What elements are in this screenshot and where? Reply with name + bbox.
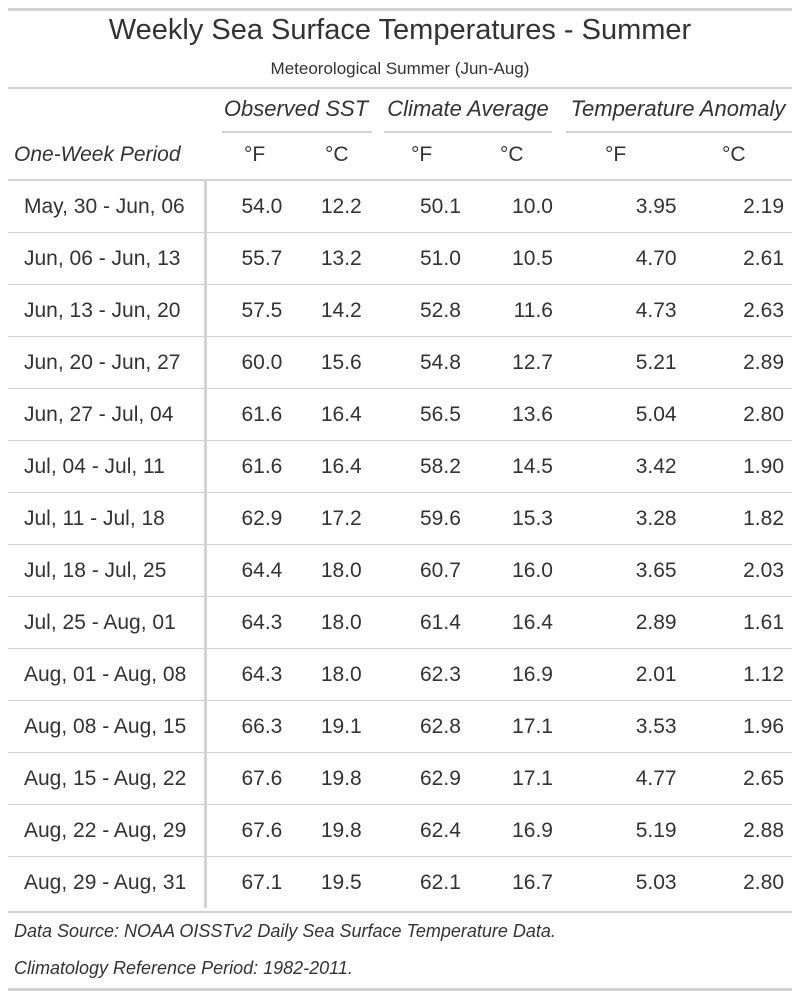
cell-clim-f: 62.4 [374, 805, 471, 857]
cell-anom-f: 3.42 [566, 441, 688, 493]
table-title: Weekly Sea Surface Temperatures - Summer [108, 14, 692, 46]
table-row [8, 857, 792, 909]
cell-clim-c: 16.4 [471, 597, 566, 649]
spanner-climate-underline [384, 131, 552, 133]
column-header-obs-c: °C [325, 143, 349, 166]
cell-clim-c: 12.7 [471, 337, 566, 389]
cell-anom-c: 2.65 [688, 753, 792, 805]
cell-obs-c: 18.0 [286, 545, 373, 597]
cell-anom-c: 2.63 [688, 285, 792, 337]
table-row [8, 805, 792, 857]
table-row [8, 441, 792, 493]
footnote-data-source: Data Source: NOAA OISSTv2 Daily Sea Surface Temperature Data. [14, 921, 556, 941]
cell-anom-f: 3.53 [566, 701, 688, 753]
cell-clim-c: 10.0 [471, 181, 566, 233]
title-divider [8, 87, 792, 89]
cell-obs-c: 16.4 [286, 389, 373, 441]
cell-obs-f: 61.6 [205, 441, 286, 493]
cell-obs-f: 60.0 [205, 337, 286, 389]
cell-clim-c: 16.7 [512, 870, 553, 894]
table-row [8, 389, 792, 441]
cell-period: Aug, 08 - Aug, 15 [8, 701, 205, 753]
cell-clim-c: 16.0 [471, 545, 566, 597]
table-row [8, 181, 792, 233]
cell-clim-c: 17.1 [471, 753, 566, 805]
cell-anom-c: 1.82 [688, 493, 792, 545]
cell-obs-f: 66.3 [205, 701, 286, 753]
cell-obs-c: 12.2 [286, 181, 373, 233]
cell-clim-c: 14.5 [471, 441, 566, 493]
cell-anom-f: 5.04 [566, 389, 688, 441]
table-row [8, 597, 792, 649]
cell-obs-c: 13.2 [286, 233, 373, 285]
cell-period: Jul, 18 - Jul, 25 [8, 545, 205, 597]
cell-obs-f: 67.6 [205, 753, 286, 805]
cell-anom-f: 3.95 [566, 181, 688, 233]
cell-anom-c: 2.03 [688, 545, 792, 597]
cell-anom-f: 4.73 [566, 285, 688, 337]
table-row [8, 493, 792, 545]
cell-anom-c: 2.80 [688, 389, 792, 441]
cell-anom-c: 2.80 [743, 870, 784, 894]
cell-period: Jul, 25 - Aug, 01 [8, 597, 205, 649]
cell-period: Aug, 01 - Aug, 08 [8, 649, 205, 701]
column-header-anom-c: °C [722, 143, 746, 166]
cell-clim-f: 56.5 [374, 389, 471, 441]
cell-obs-f: 64.3 [205, 649, 286, 701]
column-header-clim-f: °F [411, 143, 433, 166]
column-header-period: One-Week Period [14, 143, 181, 166]
cell-obs-c: 19.8 [286, 805, 373, 857]
cell-obs-f: 54.0 [205, 181, 286, 233]
cell-obs-f: 67.6 [205, 805, 286, 857]
spanner-temperature-anomaly: Temperature Anomaly [570, 96, 786, 121]
cell-obs-c: 14.2 [286, 285, 373, 337]
body-bottom-border [8, 911, 792, 913]
cell-period: Jun, 20 - Jun, 27 [8, 337, 205, 389]
cell-obs-c: 15.6 [286, 337, 373, 389]
cell-period: Aug, 15 - Aug, 22 [8, 753, 205, 805]
cell-obs-f: 64.4 [205, 545, 286, 597]
cell-clim-f: 61.4 [374, 597, 471, 649]
cell-clim-c: 13.6 [471, 389, 566, 441]
cell-clim-f: 62.1 [420, 870, 461, 894]
cell-obs-c: 18.0 [286, 649, 373, 701]
cell-anom-c: 2.89 [688, 337, 792, 389]
cell-anom-c: 2.88 [688, 805, 792, 857]
cell-clim-f: 59.6 [374, 493, 471, 545]
cell-anom-c: 1.96 [688, 701, 792, 753]
cell-period: Jun, 13 - Jun, 20 [8, 285, 205, 337]
table-row [8, 285, 792, 337]
cell-obs-f: 67.1 [241, 870, 283, 894]
cell-clim-f: 50.1 [374, 181, 471, 233]
spanner-observed-sst: Observed SST [223, 96, 369, 121]
cell-period: Aug, 29 - Aug, 31 [8, 857, 205, 909]
table-row [8, 753, 792, 805]
cell-obs-c: 16.4 [286, 441, 373, 493]
cell-obs-c: 19.5 [320, 870, 362, 894]
column-header-obs-f: °F [244, 143, 266, 166]
cell-obs-c: 19.1 [286, 701, 373, 753]
table-bottom-border [8, 988, 792, 991]
cell-anom-f: 3.65 [566, 545, 688, 597]
cell-clim-f: 51.0 [374, 233, 471, 285]
footnote-climatology: Climatology Reference Period: 1982-2011. [14, 958, 353, 978]
column-header-clim-c: °C [500, 143, 524, 166]
cell-anom-c: 1.61 [688, 597, 792, 649]
spanner-observed-underline [222, 131, 372, 133]
cell-period: Aug, 22 - Aug, 29 [8, 805, 205, 857]
table-row [8, 337, 792, 389]
cell-clim-f: 58.2 [374, 441, 471, 493]
spanner-climate-average: Climate Average [387, 96, 549, 121]
cell-clim-c: 11.6 [471, 285, 566, 337]
table-row [8, 545, 792, 597]
cell-period: Jul, 04 - Jul, 11 [8, 441, 205, 493]
cell-anom-c: 2.61 [688, 233, 792, 285]
cell-anom-f: 3.28 [566, 493, 688, 545]
data-table [8, 181, 792, 908]
cell-clim-c: 10.5 [471, 233, 566, 285]
cell-obs-c: 19.8 [286, 753, 373, 805]
cell-anom-c: 1.90 [688, 441, 792, 493]
cell-anom-f: 2.89 [566, 597, 688, 649]
cell-clim-c: 15.3 [471, 493, 566, 545]
cell-period: Jul, 11 - Jul, 18 [8, 493, 205, 545]
cell-obs-c: 17.2 [286, 493, 373, 545]
cell-clim-c: 16.9 [471, 805, 566, 857]
cell-clim-c: 17.1 [471, 701, 566, 753]
cell-obs-c: 18.0 [286, 597, 373, 649]
cell-obs-f: 62.9 [205, 493, 286, 545]
cell-anom-f: 5.21 [566, 337, 688, 389]
spanner-anomaly-underline [566, 131, 792, 133]
table-subtitle: Meteorological Summer (Jun-Aug) [270, 59, 530, 78]
cell-obs-f: 57.5 [205, 285, 286, 337]
cell-obs-f: 55.7 [205, 233, 286, 285]
cell-anom-f: 5.03 [635, 870, 677, 894]
table-row [8, 233, 792, 285]
cell-anom-c: 1.12 [688, 649, 792, 701]
cell-clim-f: 52.8 [374, 285, 471, 337]
cell-anom-c: 2.19 [688, 181, 792, 233]
cell-clim-f: 54.8 [374, 337, 471, 389]
table-row [8, 701, 792, 753]
cell-obs-f: 61.6 [205, 389, 286, 441]
cell-clim-f: 62.8 [374, 701, 471, 753]
cell-clim-f: 62.9 [374, 753, 471, 805]
cell-anom-f: 5.19 [566, 805, 688, 857]
cell-period: Jun, 06 - Jun, 13 [8, 233, 205, 285]
cell-anom-f: 2.01 [566, 649, 688, 701]
cell-obs-f: 64.3 [205, 597, 286, 649]
cell-anom-f: 4.77 [566, 753, 688, 805]
cell-anom-f: 4.70 [566, 233, 688, 285]
cell-clim-c: 16.9 [471, 649, 566, 701]
cell-clim-f: 60.7 [374, 545, 471, 597]
cell-clim-f: 62.3 [374, 649, 471, 701]
table-top-border [8, 8, 792, 11]
table-row [8, 649, 792, 701]
cell-period: Jun, 27 - Jul, 04 [8, 389, 205, 441]
cell-period: May, 30 - Jun, 06 [8, 181, 205, 233]
column-header-anom-f: °F [605, 143, 627, 166]
